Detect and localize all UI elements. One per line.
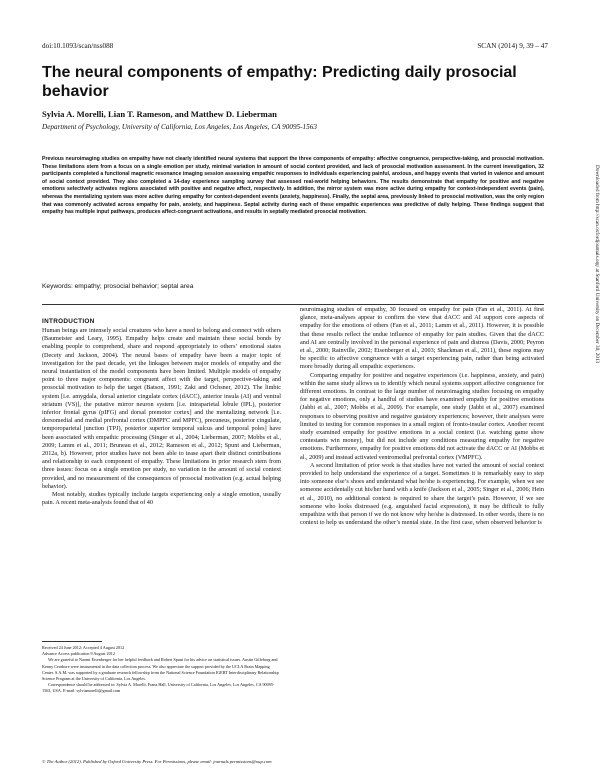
affiliation: Department of Psychology, University of California, Los Angeles, Los Angeles, CA 90095-1563 (42, 123, 317, 131)
download-watermark (592, 165, 600, 605)
journal-citation: SCAN (2014) 9, 39 – 47 (477, 42, 548, 50)
advance-access-date: Advance Access publication 9 August 2012 (42, 651, 115, 657)
right-column (300, 306, 544, 527)
authors: Sylvia A. Morelli, Lian T. Rameson, and Matthew D. Lieberman (42, 109, 277, 119)
body-paragraph: Most notably, studies typically include targets experiencing only a single emotion, usually pain. A recent meta-analysis found that of 40 (42, 491, 281, 507)
section-heading: INTRODUCTION (42, 318, 95, 325)
abstract: Previous neuroimaging studies on empathy have not clearly identified neural systems that support the three components of empathy: affective congruence, perspective-taking, and prosocial motivation. These limitations stem from a focus on a single emotion per study, minimal variation in amount of social context provided, and lack of prosocial motivation assessment. In the current investigation, 32 participants completed a functional magnetic resonance imaging session assessing empathic responses to individuals experiencing painful, anxious, and happy events that varied in valence and amount of social context provided. They also completed a 14-day experience sampling survey that assessed real-world helping behaviors. The results demonstrate that empathy for positive and negative emotions selectively activates regions associated with positive and negative affect, respectively. In addition, the mirror system was more active during empathy for context-independent events (pain), whereas the mentalizing system was more active during empathy for context-dependent events (anxiety, happiness). Finally, the septal area, previously linked to prosocial motivation, was the only region that was commonly activated across empathy for pain, anxiety, and happiness. Septal activity during each of these empathic experiences was predictive of daily helping. These findings suggest that empathy has multiple input pathways, produces affect-congruent activations, and results in septally mediated prosocial motivation. (42, 156, 544, 216)
body-paragraph: A second limitation of prior work is that studies have not varied the amount of social context provided to help understand the experience of a target. Sometimes it is remarkably easy to step into someone else’s shoes and understand what he/she is experiencing. For example, when we see someone accidentally cut his/her hand with a knife (Jackson et al., 2005; Singer et al., 2006; Hein et al., 2010), no additional context is required to share the target’s pain. However, if we see someone who looks distressed (e.g. anguished facial expression), it may be difficult to fully empathize with that person if we do not know why he/she is distressed. In other words, there is no context to help us understand the other’s mental state. In the first case, when observed behavior is (300, 461, 544, 527)
correspondence: Correspondence should be addressed to: Sylvia A. Morelli, Franz Hall, University of California, Los Angeles, Los Angeles, CA 90095-1563, USA. E-mail: sylviamorelli@gmail.com (42, 682, 275, 694)
left-column (42, 327, 281, 507)
footnotes (42, 645, 281, 695)
body-paragraph: neuroimaging studies of empathy, 30 focused on empathy for pain (Fan et al., 2011). At first glance, meta-analyses appear to confirm the view that dACC and AI support core aspects of empathy for the emotions of others (Fan et al., 2011; Lamm et al., 2011). However, it is possible that these results reflect the undue influence of empathy for pain studies. Given that the dACC and AI are centrally involved in the personal experience of pain and distress (Davis, 2000; Peyron et al., 2000; Rainville, 2002; Eisenberger et al., 2003; Shackman et al., 2011), these regions may be specific to affective congruence with a target experiencing pain, rather than being activated more broadly during all empathic experiences. (300, 306, 544, 371)
download-watermark-text: Downloaded from http://scan.oxfordjournals.org/ at Stanford University on December 30, 2013 (594, 165, 600, 364)
section-divider (42, 304, 544, 305)
body-paragraph: Human beings are intensely social creatures who have a need to belong and connect with others (Baumeister and Leary, 1995). Empathy helps create and maintain these social bonds by enabling people to comprehend, share and respond appropriately to others’ emotional states (Decety and Jackson, 2004). The neural bases of empathy have been a major topic of investigation for the past decade, yet the linkages between major models of empathy and the neural instantiation of the model components have been limited. Multiple models of empathy point to three major components: congruent affect with the target, perspective-taking and prosocial motivation to help the target (Batson, 1991; Zaki and Ochsner, 2012). The limbic system [i.e. amygdala, dorsal anterior cingulate cortex (dACC), anterior insula (AI) and ventral striatum (VS)], the putative mirror neuron system [i.e. intraparietal lobule (IPL), posterior inferior frontal gyrus (pIFG) and dorsal premotor cortex] and the mentalizing network [i.e. dorsomedial and medial prefrontal cortex (DMPFC and MPFC), precuneus, posterior cingulate, temporoparietal junction (TPJ), posterior superior temporal sulcus and temporal poles] have been associated with empathic processing (Singer et al., 2004; Lieberman, 2007; Mobbs et al., 2009; Lamm et al., 2011; Bruneau et al., 2012; Rameson et al., 2012; Spunt and Lieberman, 2012a, b). However, prior studies have not been able to tease apart their distinct contributions and relationship to each component of empathy. These limitations in prior research stem from three issues: focus on a single emotion per study, no variation in the amount of social context provided, and no measurement of the consequences of prosocial motivation (e.g. actual helping behavior). (42, 327, 281, 490)
copyright-notice: © The Author (2012). Published by Oxford University Press. For Permissions, please email: journals.permissions@oup.com (42, 759, 272, 764)
acknowledgements: We are grateful to Naomi Eisenberger for her helpful feedback and Robert Spunt for his advice on statistical issues. Austin Gilfeborg and Kenny Cearbore were instrumental in the data collection process. We also appreciate the support provided by the UCLA Brain Mapping Center. S.A.M. was supported by a graduate research fellowship from the National Science Foundation IGERT Interdisciplinary Relationship Science Program at the University of California, Los Angeles. (42, 657, 279, 682)
keywords: Keywords: empathy; prosocial behavior; septal area (42, 283, 194, 290)
article-title: The neural components of empathy: Predicting daily prosocial behavior (42, 64, 517, 100)
doi: doi:10.1093/scan/nss088 (42, 42, 114, 50)
footnote-divider (42, 641, 102, 642)
body-paragraph: Comparing empathy for positive and negative experiences (i.e. happiness, anxiety, and pain) within the same study allows us to identify which neural systems support affective congruence for different emotions. In contrast to the large number of neuroimaging studies focusing on empathy for negative emotions, only a handful of studies have examined empathy for positive emotions (Jabbi et al., 2007; Mobbs et al., 2009). For example, one study (Jabbi et al., 2007) examined responses to observing positive and negative gustatory experiences; however, their analyses were limited to testing for common responses in a small region of fronto-insular cortex. Another recent study examined empathy for positive emotions in a social context (i.e. watching game show contestants win money), but did not include any conditions measuring empathy for negative emotions. Furthermore, empathy for positive emotions did not activate the dACC or AI (Mobbs et al., 2009) and instead activated ventromedial prefrontal cortex (VMPFC). (300, 371, 544, 461)
received-date: Received 24 June 2012; Accepted 4 August 2012 (42, 645, 125, 650)
